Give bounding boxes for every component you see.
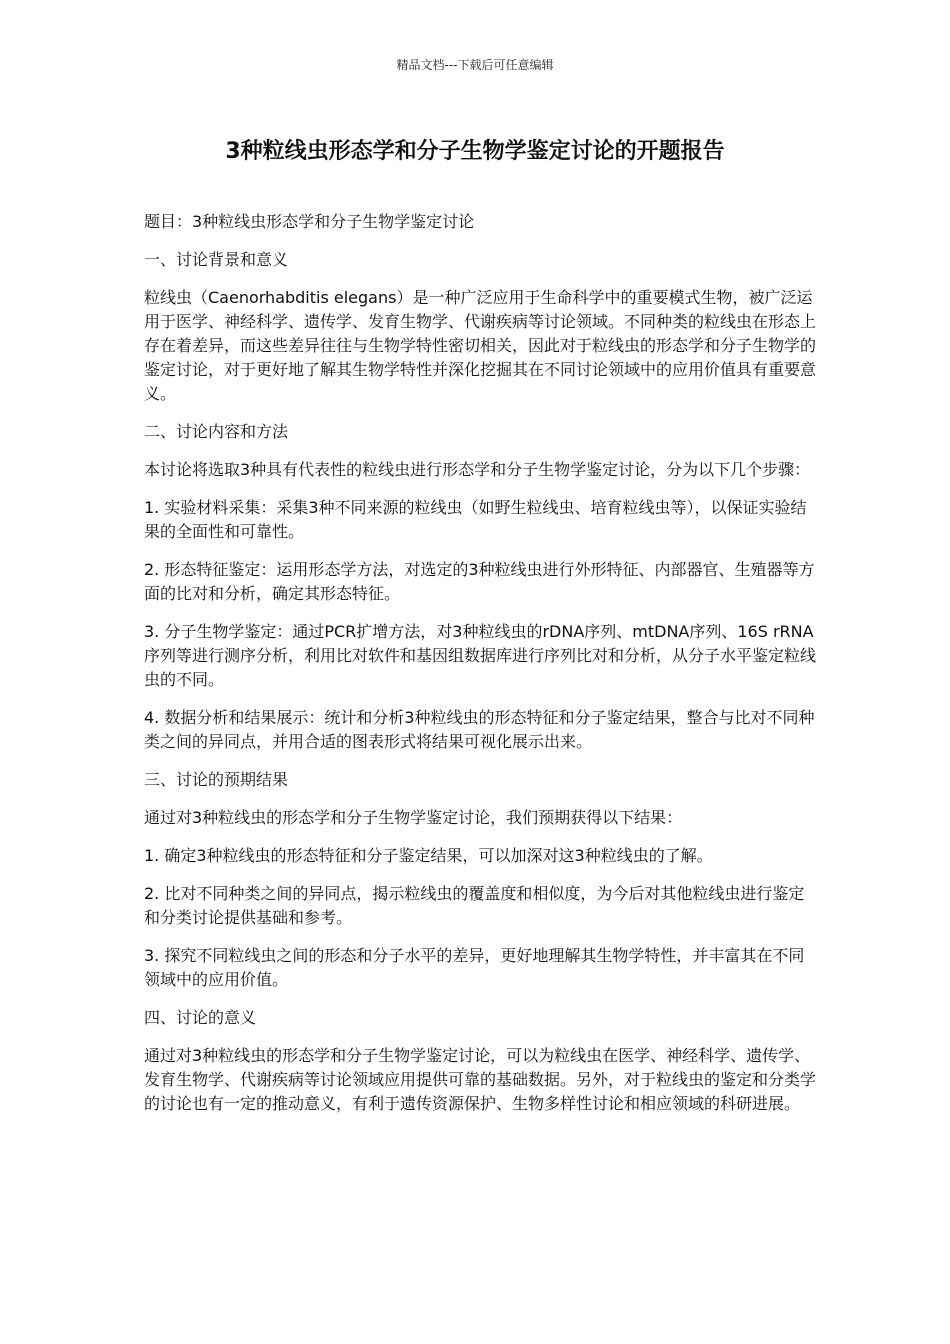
- section-heading-background: 一、讨论背景和意义: [144, 250, 289, 269]
- expected-result-3: 3. 探究不同粒线虫之间的形态和分子水平的差异，更好地理解其生物学特性，并丰富其在不同领域中的应用价值。: [144, 946, 805, 989]
- method-step-3: 3. 分子生物学鉴定：通过PCR扩增方法，对3种粒线虫的rDNA序列、mtDNA序列、16S rRNA序列等进行测序分析，利用比对软件和基因组数据库进行序列比对和分析，从分子水平鉴定粒线虫的不同。: [144, 622, 817, 689]
- topic-line: 题目：3种粒线虫形态学和分子生物学鉴定讨论: [144, 212, 475, 231]
- section-heading-expected-results: 三、讨论的预期结果: [144, 770, 289, 789]
- significance-paragraph: 通过对3种粒线虫的形态学和分子生物学鉴定讨论，可以为粒线虫在医学、神经科学、遗传学、发育生物学、代谢疾病等讨论领域应用提供可靠的基础数据。另外，对于粒线虫的鉴定和分类学的讨论也有一定的推动意义，有利于遗传资源保护、生物多样性讨论和相应领域的科研进展。: [144, 1046, 817, 1113]
- section-heading-significance: 四、讨论的意义: [144, 1008, 257, 1027]
- method-step-4: 4. 数据分析和结果展示：统计和分析3种粒线虫的形态特征和分子鉴定结果，整合与比对不同种类之间的异同点，并用合适的图表形式将结果可视化展示出来。: [144, 708, 815, 751]
- section-heading-methods: 二、讨论内容和方法: [144, 422, 289, 441]
- method-step-2: 2. 形态特征鉴定：运用形态学方法，对选定的3种粒线虫进行外形特征、内部器官、生殖器等方面的比对和分析，确定其形态特征。: [144, 560, 815, 603]
- document-body: [144, 210, 816, 1130]
- expected-result-2: 2. 比对不同种类之间的异同点，揭示粒线虫的覆盖度和相似度，为今后对其他粒线虫进行鉴定和分类讨论提供基础和参考。: [144, 884, 805, 927]
- expected-results-intro: 通过对3种粒线虫的形态学和分子生物学鉴定讨论，我们预期获得以下结果：: [144, 808, 683, 827]
- background-paragraph: 粒线虫（Caenorhabditis elegans）是一种广泛应用于生命科学中的重要模式生物，被广泛运用于医学、神经科学、遗传学、发育生物学、代谢疾病等讨论领域。不同种类的粒线虫在形态上存在着差异，而这些差异往往与生物学特性密切相关，因此对于粒线虫的形态学和分子生物学的鉴定讨论，对于更好地了解其生物学特性并深化挖掘其在不同讨论领域中的应用价值具有重要意义。: [144, 288, 817, 403]
- expected-result-1: 1. 确定3种粒线虫的形态特征和分子鉴定结果，可以加深对这3种粒线虫的了解。: [144, 846, 713, 865]
- header-note: 精品文档---下载后可任意编辑: [396, 58, 554, 72]
- document-title: 3种粒线虫形态学和分子生物学鉴定讨论的开题报告: [225, 139, 725, 164]
- methods-intro-paragraph: 本讨论将选取3种具有代表性的粒线虫进行形态学和分子生物学鉴定讨论，分为以下几个步骤：: [144, 460, 811, 479]
- method-step-1: 1. 实验材料采集：采集3种不同来源的粒线虫（如野生粒线虫、培育粒线虫等），以保证实验结果的全面性和可靠性。: [144, 498, 807, 541]
